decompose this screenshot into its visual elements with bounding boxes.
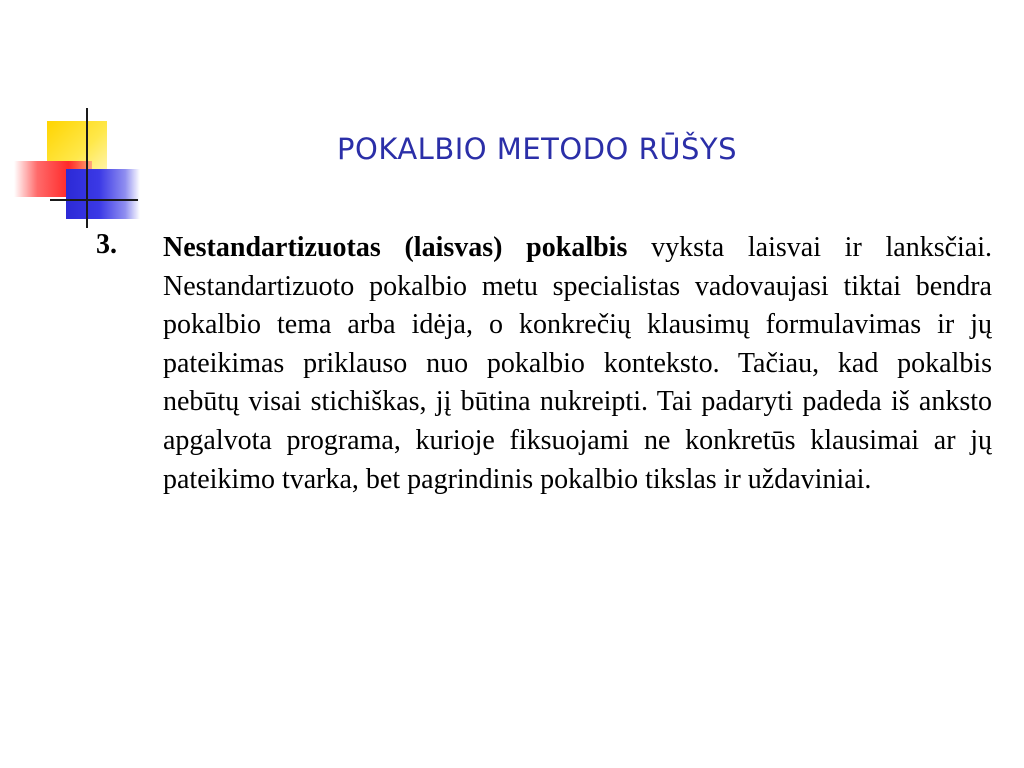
list-item-number: 3.: [96, 229, 117, 260]
horizontal-line-decoration: [50, 199, 138, 201]
list-item-term: Nestandartizuotas (laisvas) pokalbis: [163, 232, 628, 263]
blue-square-decoration: [66, 169, 140, 219]
list-item-description: vyksta laisvai ir lanksčiai. Nestandartizuoto pokalbio metu specialistas vadovaujasi tiktai bendra pokalbio tema arba idėja, o konkrečių klausimų formulavimas ir jų pateikimas priklauso nuo pokalbio konteksto. Tačiau, kad pokalbis nebūtų visai stichiškas, jį būtina nukreipti. Tai padaryti padeda iš anksto apgalvota programa, kurioje fiksuojami ne konkretūs klausimai ar jų pateikimo tvarka, bet pagrindinis pokalbio tikslas ir uždaviniai.: [163, 232, 993, 495]
vertical-line-decoration: [86, 108, 88, 228]
slide-title: POKALBIO METODO RŪŠYS: [337, 132, 737, 166]
list-item-text: [163, 229, 992, 499]
